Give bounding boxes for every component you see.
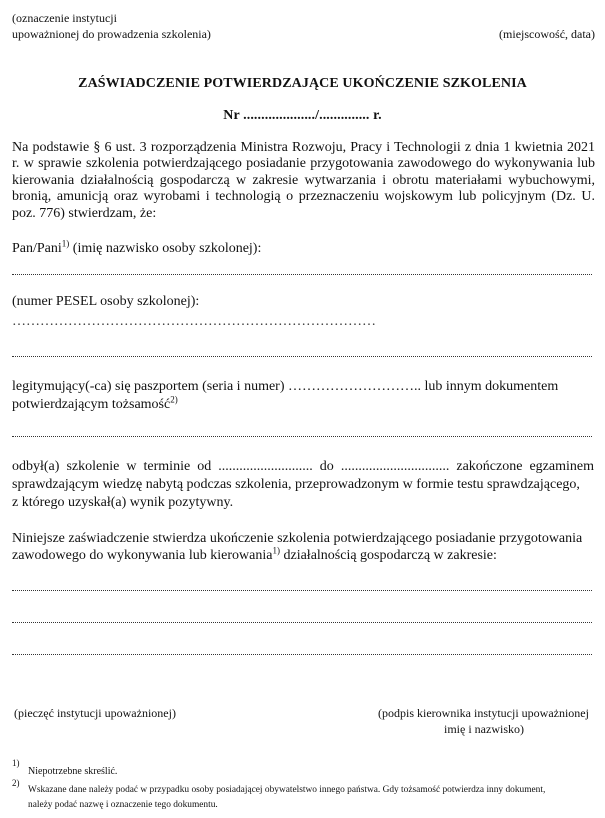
footnote-2-text-line2: należy podać nazwę i oznaczenie tego dokumentu.: [28, 800, 218, 810]
institution-label-line1: (oznaczenie instytucji: [12, 11, 117, 25]
footnote-2-text-line1: Wskazane dane należy podać w przypadku osoby posiadającej obywatelstwo innego państwa. Gdy tożsamość potwierdza inny dokument,: [28, 785, 546, 795]
footnote-1-number: 1): [12, 758, 20, 768]
scope-entry-line-2[interactable]: [12, 622, 592, 623]
place-date-label: (miejscowość, data): [499, 27, 595, 41]
scope-entry-line-1[interactable]: [12, 590, 592, 591]
pesel-extra-entry-line[interactable]: [12, 356, 592, 357]
intro-paragraph: Na podstawie § 6 ust. 3 rozporządzenia Ministra Rozwoju, Pracy i Technologii z dnia 1 kwietnia 2021 r. w sprawie szkolenia potwierdzającego posiadanie przygotowania zawodowego do wykonywania lub kierowania działalnością gospodarczą w zakresie wytwarzania i obrotu materiałami wybuchowymi, bronią, amunicją oraz wyrobami i technologią o przeznaczeniu wojskowym lub policyjnym (Dz. U. poz. 776) stwierdzam, że:: [12, 140, 595, 221]
footnote-2-number: 2): [12, 778, 20, 788]
pesel-entry-dots[interactable]: ……………………………………………………………………: [12, 314, 376, 329]
institution-label-line2: upoważnionej do prowadzenia szkolenia): [12, 27, 211, 41]
footnote-ref-1b: 1): [272, 545, 280, 556]
name-label-before: Pan/Pani: [12, 241, 62, 256]
certificate-line2-after: działalnością gospodarczą w zakresie:: [279, 548, 497, 563]
signature-label-line1: (podpis kierownika instytucji upoważnionej: [378, 706, 589, 720]
passport-line1: legitymujący(-ca) się paszportem (seria i numer) ……………………….. lub innym dokumentem: [12, 379, 559, 394]
training-line2: sprawdzającym wiedzę nabytą podczas szkolenia, przeprowadzonym w formie testu sprawdzającego,: [12, 477, 580, 492]
document-title: ZAŚWIADCZENIE POTWIERDZAJĄCE UKOŃCZENIE SZKOLENIA: [78, 76, 527, 91]
footnote-ref-1: 1): [61, 238, 70, 249]
training-line1: odbył(a) szkolenie w terminie od ........................... do ............................... zakończone egzaminem: [12, 459, 594, 474]
footnote-1-text: Niepotrzebne skreślić.: [28, 766, 118, 777]
passport-entry-line[interactable]: [12, 436, 592, 437]
pesel-field-label: (numer PESEL osoby szkolonej):: [12, 294, 200, 309]
signature-label-line2: imię i nazwisko): [444, 722, 524, 736]
certificate-line2-before: zawodowego do wykonywania lub kierowania: [12, 548, 273, 563]
stamp-label: (pieczęć instytucji upoważnionej): [14, 706, 176, 720]
training-line3: z którego uzyskał(a) wynik pozytywny.: [12, 495, 234, 510]
name-label-after: (imię nazwisko osoby szkolonej):: [69, 241, 262, 256]
certificate-line2: [12, 545, 497, 564]
name-field-label: [12, 238, 262, 257]
passport-line2: [12, 394, 178, 413]
scope-entry-line-3[interactable]: [12, 654, 592, 655]
passport-line2-text: potwierdzającym tożsamość: [12, 397, 171, 412]
footnote-ref-2: 2): [170, 394, 178, 405]
name-entry-line[interactable]: [12, 274, 592, 275]
certificate-line1: Niniejsze zaświadczenie stwierdza ukończenie szkolenia potwierdzającego posiadanie przygotowania: [12, 531, 583, 546]
certificate-number-line: Nr ..................../.............. r.: [223, 108, 382, 123]
